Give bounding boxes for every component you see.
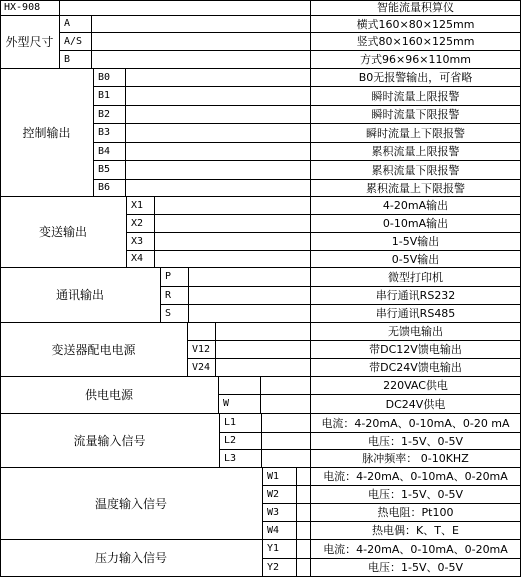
option-description: 串行通讯RS232 [311,287,521,305]
option-code: V24 [188,359,216,377]
group-label-power-supply: 供电电源 [0,377,219,414]
option-description: 方式96×96×110mm [311,51,521,69]
option-code: B6 [94,180,126,197]
option-description: 微型打印机 [311,268,521,287]
option-code [219,377,261,395]
group-label-pressure-input: 压力输入信号 [0,540,263,577]
option-description: 220VAC供电 [311,377,521,395]
row-spacer [297,559,311,577]
header-blank [60,0,311,16]
option-code: B2 [94,106,126,124]
option-description: 电压：1-5V、0-5V [311,559,521,577]
option-code: X3 [127,233,155,251]
option-description: 带DC12V馈电输出 [311,341,521,359]
row-spacer [261,377,311,395]
row-spacer [92,33,311,51]
row-spacer [126,143,311,161]
option-description: 热电阻：Pt100 [311,504,521,522]
option-code: Y2 [263,559,297,577]
row-spacer [189,287,311,305]
option-description: 脉冲频率： 0-10KHZ [311,450,521,468]
row-spacer [216,323,311,341]
row-spacer [297,504,311,522]
group-label-transmit: 变送输出 [0,197,127,268]
row-spacer [126,161,311,180]
option-description: 竖式80×160×125mm [311,33,521,51]
row-spacer [155,251,311,268]
row-spacer [92,16,311,33]
option-code: P [161,268,189,287]
option-description: 累积流量上限报警 [311,143,521,161]
option-code: L2 [220,433,262,450]
option-description: 4-20mA输出 [311,197,521,215]
option-code: B0 [94,69,126,87]
option-description: 瞬时流量下限报警 [311,106,521,124]
option-description: 累积流量上下限报警 [311,180,521,197]
row-spacer [155,233,311,251]
group-label-size: 外型尺寸 [0,16,60,69]
row-spacer [297,486,311,504]
option-description: 无馈电输出 [311,323,521,341]
row-spacer [262,414,311,433]
row-spacer [297,468,311,486]
row-spacer [297,522,311,540]
option-code: B [60,51,92,69]
group-label-power-transmitter: 变送器配电电源 [0,323,188,377]
option-code: Y1 [263,540,297,559]
row-spacer [126,87,311,106]
option-code: X1 [127,197,155,215]
option-code: B5 [94,161,126,180]
group-label-flow-input: 流量输入信号 [0,414,220,468]
option-description: 电流：4-20mA、0-10mA、0-20 mA [311,414,521,433]
option-description: 带DC24V馈电输出 [311,359,521,377]
option-description: 热电偶：K、T、E [311,522,521,540]
option-description: 1-5V输出 [311,233,521,251]
option-description: 横式160×80×125mm [311,16,521,33]
row-spacer [297,540,311,559]
row-spacer [261,395,311,414]
row-spacer [126,180,311,197]
row-spacer [126,124,311,143]
option-code: L3 [220,450,262,468]
option-code [188,323,216,341]
option-description: B0无报警输出，可省略 [311,69,521,87]
option-description: 串行通讯RS485 [311,305,521,323]
option-code: A [60,16,92,33]
row-spacer [262,433,311,450]
option-description: 电压：1-5V、0-5V [311,486,521,504]
row-spacer [155,197,311,215]
option-code: W3 [263,504,297,522]
option-code: X4 [127,251,155,268]
option-description: 0-5V输出 [311,251,521,268]
row-spacer [216,341,311,359]
row-spacer [126,106,311,124]
row-spacer [216,359,311,377]
row-spacer [92,51,311,69]
option-code: S [161,305,189,323]
option-code: V12 [188,341,216,359]
option-code: W1 [263,468,297,486]
option-code: W [219,395,261,414]
option-code: A/S [60,33,92,51]
option-description: 瞬时流量上下限报警 [311,124,521,143]
row-spacer [155,215,311,233]
option-code: X2 [127,215,155,233]
row-spacer [189,305,311,323]
option-description: 电流：4-20mA、0-10mA、0-20mA [311,468,521,486]
group-label-comm: 通讯输出 [0,268,161,323]
option-description: 电流：4-20mA、0-10mA、0-20mA [311,540,521,559]
group-label-control: 控制输出 [0,69,94,197]
option-code: B3 [94,124,126,143]
option-code: L1 [220,414,262,433]
table-title: 智能流量积算仪 [311,0,521,16]
option-description: 累积流量下限报警 [311,161,521,180]
option-description: 电压：1-5V、0-5V [311,433,521,450]
model-number: HX-908 [0,0,60,16]
option-code: W2 [263,486,297,504]
row-spacer [262,450,311,468]
option-description: DC24V供电 [311,395,521,414]
option-description: 瞬时流量上限报警 [311,87,521,106]
row-spacer [189,268,311,287]
option-code: B1 [94,87,126,106]
option-code: B4 [94,143,126,161]
option-description: 0-10mA输出 [311,215,521,233]
option-code: W4 [263,522,297,540]
group-label-temp-input: 温度输入信号 [0,468,263,540]
option-code: R [161,287,189,305]
row-spacer [126,69,311,87]
